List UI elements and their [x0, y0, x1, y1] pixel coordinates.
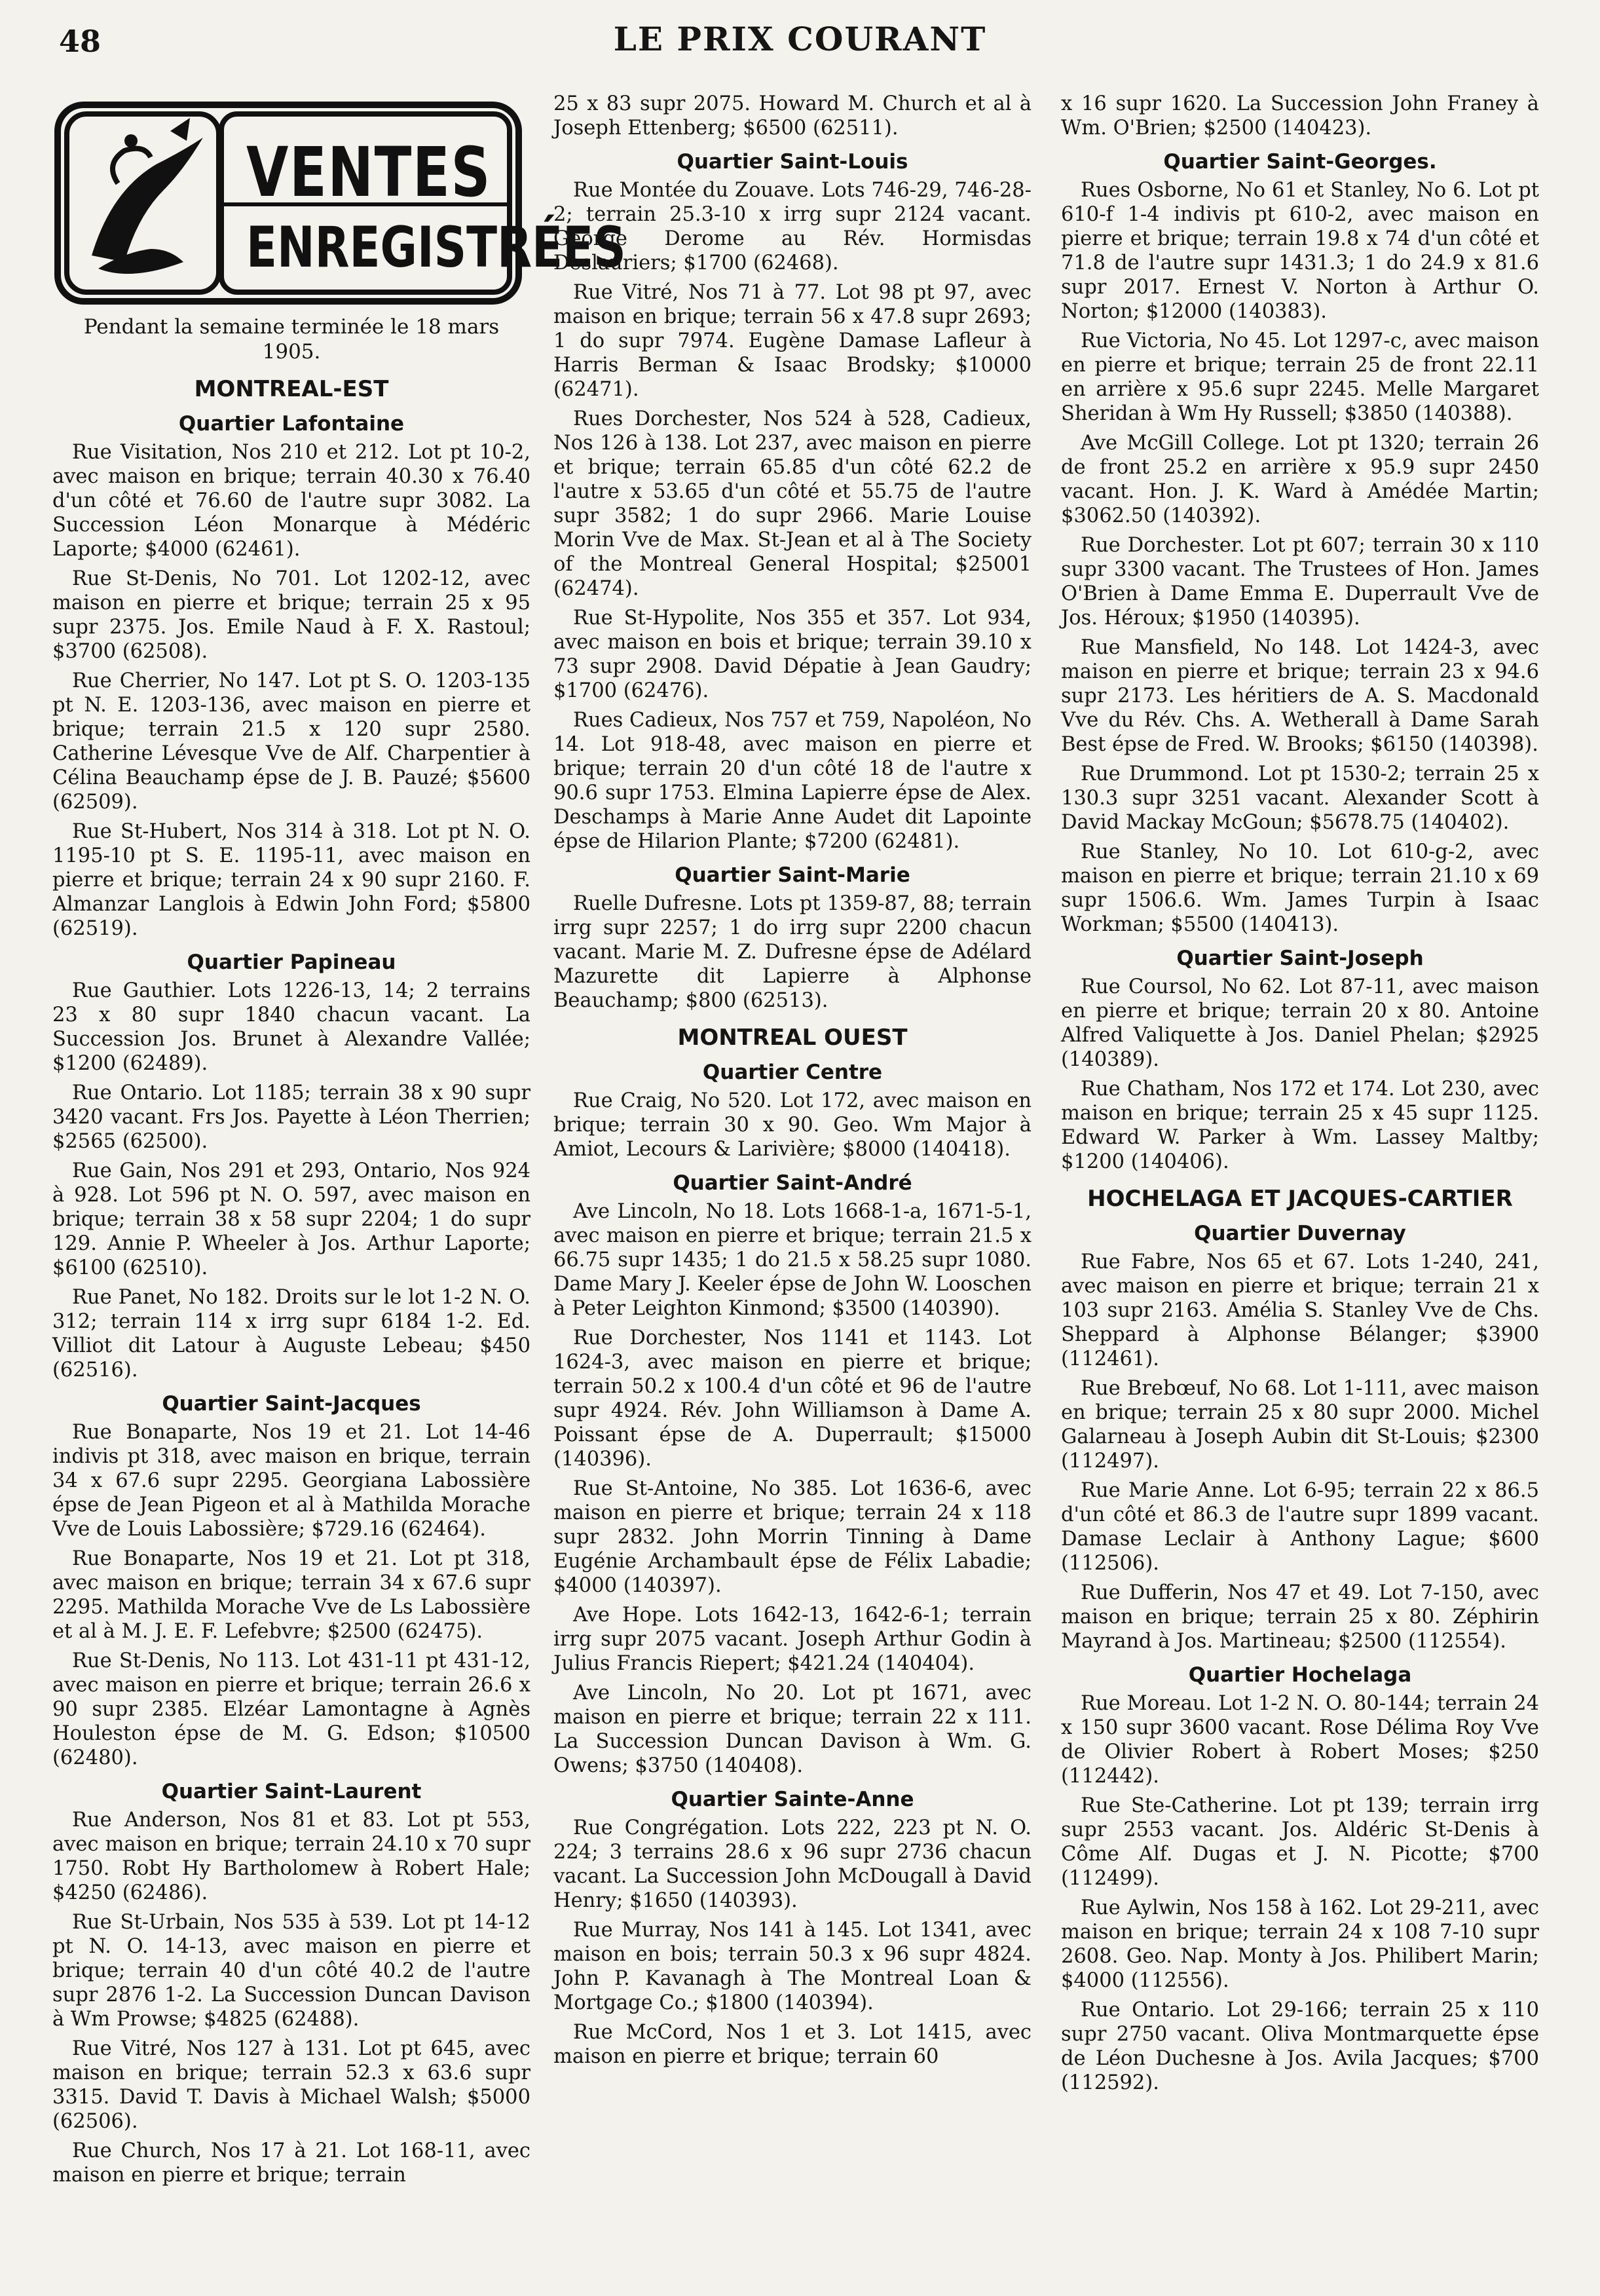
sale-entry: Rues Cadieux, Nos 757 et 759, Napoléon, No 14. Lot 918-48, avec maison en pierre et brique; terrain 20 d'un côté 18 de l'autre x 90.6 supr 1753. Elmina Lapierre épse de Alex. Deschamps à Marie Anne Audet dit Lapointe épse de Hilarion Plante; $7200 (62481).	[553, 709, 1032, 853]
quarter-heading: Quartier Hochelaga	[1188, 1663, 1412, 1687]
sale-entry: Rue Ontario. Lot 1185; terrain 38 x 90 supr 3420 vacant. Frs Jos. Payette à Léon Therrien; $2565 (62500).	[52, 1082, 530, 1153]
sale-entry: Rues Dorchester, Nos 524 à 528, Cadieux, Nos 126 à 138. Lot 237, avec maison en pierre et brique; terrain 65.85 d'un côté 62.2 de l'autre x 53.65 d'un côté et 55.75 de l'autre supr 3582; 1 do supr 2966. Marie Louise Morin Vve de Max. St-Jean et al à The Society of the Montreal General Hospital; $25001 (62474).	[553, 407, 1032, 600]
district-heading: MONTREAL OUEST	[677, 1025, 908, 1051]
sale-entry: Rue Coursol, No 62. Lot 87-11, avec maison en pierre et brique; terrain 20 x 80. Antoine Alfred Valiquette à Jos. Daniel Phelan; $2925 (140389).	[1061, 975, 1539, 1071]
quarter-heading: Quartier Centre	[702, 1061, 883, 1084]
sale-entry: Rue St-Hypolite, Nos 355 et 357. Lot 934, avec maison en bois et brique; terrain 39.10 x 73 supr 2908. David Dépatie à Jean Gaudry; $1700 (62476).	[553, 607, 1032, 702]
sale-entry: Rue St-Denis, No 113. Lot 431-11 pt 431-12, avec maison en pierre et brique; terrain 26.6 x 90 supr 2385. Elzéar Lamontagne à Agnès Houleston épse de M. G. Edson; $10500 (62480).	[52, 1649, 530, 1769]
quarter-heading: Quartier Saint-André	[673, 1171, 912, 1195]
sale-entry: Rue Brebœuf, No 68. Lot 1-111, avec maison en brique; terrain 25 x 80 supr 2000. Michel Galarneau à Joseph Aubin dit St-Louis; $2300 (112497).	[1061, 1377, 1539, 1473]
sale-entry: Rue St-Hubert, Nos 314 à 318. Lot pt N. O. 1195-10 pt S. E. 1195-11, avec maison en pierre et brique; terrain 24 x 90 supr 2160. F. Almanzar Langlois à Edwin John Ford; $5800 (62519).	[52, 820, 530, 940]
sale-entry: Rue Bonaparte, Nos 19 et 21. Lot pt 318, avec maison en brique; terrain 34 x 67.6 supr 2295. Mathilda Morache Vve de Ls Labossière et al à M. J. E. F. Lefebvre; $2500 (62475).	[52, 1547, 530, 1643]
logo-word-ventes: VENTES	[246, 132, 491, 212]
sale-entry: Rue Chatham, Nos 172 et 174. Lot 230, avec maison en brique; terrain 25 x 45 supr 1125. Edward W. Parker à Wm. Lassey Maltby; $1200 (140406).	[1061, 1078, 1539, 1173]
sale-entry: Rue Dorchester, Nos 1141 et 1143. Lot 1624-3, avec maison en pierre et brique; terrain 50.2 x 100.4 d'un côté et 96 de l'autre supr 4924. Rév. John Williamson à Dame A. Poissant épse de A. Duperrault; $15000 (140396).	[553, 1327, 1032, 1471]
sale-entry: Rue Visitation, Nos 210 et 212. Lot pt 10-2, avec maison en brique; terrain 40.30 x 76.40 d'un côté et 76.60 de l'autre supr 3082. La Succession Léon Monarque à Médéric Laporte; $4000 (62461).	[52, 441, 530, 561]
sale-entry: Rue Ste-Catherine. Lot pt 139; terrain irrg supr 2553 vacant. Jos. Aldéric St-Denis à Côme Alf. Dugas et J. N. Picotte; $700 (112499).	[1061, 1794, 1539, 1890]
sale-entry: Ave Hope. Lots 1642-13, 1642-6-1; terrain irrg supr 2075 vacant. Joseph Arthur Godin à Julius Francis Riepert; $421.24 (140404).	[553, 1604, 1032, 1675]
sale-entry: Rue Drummond. Lot pt 1530-2; terrain 25 x 130.3 supr 3251 vacant. Alexander Scott à David Mackay McGoun; $5678.75 (140402).	[1061, 762, 1539, 834]
quarter-heading: Quartier Saint-Joseph	[1176, 947, 1424, 970]
sale-entry: Rue Panet, No 182. Droits sur le lot 1-2 N. O. 312; terrain 114 x irrg supr 6184 1-2. Ed. Villiot dit Latour à Auguste Lebeau; $450 (62516).	[52, 1286, 530, 1382]
sale-entry: Ave McGill College. Lot pt 1320; terrain 26 de front 25.2 en arrière x 95.9 supr 2450 vacant. Hon. J. K. Ward à Amédée Martin; $3062.50 (140392).	[1061, 432, 1539, 527]
quill-scroll-icon	[92, 118, 203, 274]
logo-word-enregistrees: ENREGISTRÉES	[246, 215, 626, 280]
quarter-heading: Quartier Lafontaine	[178, 412, 405, 436]
district-heading: HOCHELAGA ET JACQUES-CARTIER	[1087, 1186, 1513, 1212]
sale-entry: Rue St-Antoine, No 385. Lot 1636-6, avec maison en pierre et brique; terrain 24 x 118 supr 2832. John Morrin Tinning à Dame Eugénie Archambault épse de Félix Labadie; $4000 (140397).	[553, 1477, 1032, 1597]
sale-entry: Rue Church, Nos 17 à 21. Lot 168-11, avec maison en pierre et brique; terrain	[52, 2139, 530, 2187]
running-title: LE PRIX COURANT	[613, 20, 987, 58]
sale-entry: Rue Bonaparte, Nos 19 et 21. Lot 14-46 indivis pt 318, avec maison en brique, terrain 34 x 67.6 supr 2295. Georgiana Labossière épse de Jean Pigeon et al à Mathilda Morache Vve de Louis Labossière; $729.16 (62464).	[52, 1421, 530, 1541]
sale-entry: Rue Vitré, Nos 127 à 131. Lot pt 645, avec maison en brique; terrain 52.3 x 63.6 supr 3315. David T. Davis à Michael Walsh; $5000 (62506).	[52, 2037, 530, 2133]
sale-entry: Rue Vitré, Nos 71 à 77. Lot 98 pt 97, avec maison en brique; terrain 56 x 47.8 supr 2693; 1 do supr 7974. Eugène Damase Lafleur à Harris Berman & Isaac Brodsky; $10000 (62471).	[553, 281, 1032, 401]
quarter-heading: Quartier Saint-Louis	[677, 150, 908, 174]
sale-entry: Rue Murray, Nos 141 à 145. Lot 1341, avec maison en bois; terrain 50.3 x 96 supr 4824. John P. Kavanagh à The Montreal Loan & Mortgage Co.; $1800 (140394).	[553, 1919, 1032, 2014]
sale-entry: Rue Aylwin, Nos 158 à 162. Lot 29-211, avec maison en brique; terrain 24 x 108 7-10 supr 2608. Geo. Nap. Monty à Jos. Philibert Marin; $4000 (112556).	[1061, 1896, 1539, 1992]
sale-entry: Rue Craig, No 520. Lot 172, avec maison en brique; terrain 30 x 90. Geo. Wm Major à Amiot, Lecours & Larivière; $8000 (140418).	[553, 1089, 1032, 1161]
sale-entry: Rue Marie Anne. Lot 6-95; terrain 22 x 86.5 d'un côté et 86.3 de l'autre supr 1899 vacant. Damase Leclair à Anthony Lague; $600 (112506).	[1061, 1479, 1539, 1575]
sale-entry: Rue Cherrier, No 147. Lot pt S. O. 1203-135 pt N. E. 1203-136, avec maison en pierre et brique; terrain 21.5 x 120 supr 2580. Catherine Lévesque Vve de Alf. Charpentier à Célina Beauchamp épse de J. B. Pauzé; $5600 (62509).	[52, 669, 530, 814]
sale-entry-continued: x 16 supr 1620. La Succession John Franey à Wm. O'Brien; $2500 (140423).	[1061, 92, 1539, 140]
sale-entry-continued: 25 x 83 supr 2075. Howard M. Church et al à Joseph Ettenberg; $6500 (62511).	[553, 92, 1032, 140]
sale-entry: Rue Dorchester. Lot pt 607; terrain 30 x 110 supr 3300 vacant. The Trustees of Hon. James O'Brien à Dame Emma E. Duperrault Vve de Jos. Héroux; $1950 (140395).	[1061, 534, 1539, 630]
sale-entry: Rue Montée du Zouave. Lots 746-29, 746-28-2; terrain 25.3-10 x irrg supr 2124 vacant. George Derome au Rév. Hormisdas Deslauriers; $1700 (62468).	[553, 179, 1032, 274]
sale-entry: Rue Fabre, Nos 65 et 67. Lots 1-240, 241, avec maison en pierre et brique; terrain 21 x 103 supr 2163. Amélia S. Stanley Vve de Chs. Sheppard à Alphonse Bélanger; $3900 (112461).	[1061, 1251, 1539, 1370]
sale-entry: Rue Moreau. Lot 1-2 N. O. 80-144; terrain 24 x 150 supr 3600 vacant. Rose Délima Roy Vve de Olivier Robert à Robert Moses; $250 (112442).	[1061, 1692, 1539, 1788]
quarter-heading: Quartier Saint-Laurent	[161, 1780, 422, 1803]
column-1	[52, 92, 626, 2273]
sale-entry: Rue Gauthier. Lots 1226-13, 14; 2 terrains 23 x 80 supr 1840 chacun vacant. La Succession Jos. Brunet à Alexandre Vallée; $1200 (62489).	[52, 979, 530, 1075]
sale-entry: Rue St-Denis, No 701. Lot 1202-12, avec maison en pierre et brique; terrain 25 x 95 supr 2375. Jos. Emile Naud à F. X. Rastoul; $3700 (62508).	[52, 567, 530, 663]
sale-entry: Rue St-Urbain, Nos 535 à 539. Lot pt 14-12 pt N. O. 14-13, avec maison en pierre et brique; terrain 40 d'un côté 40.2 de l'autre supr 2876 1-2. La Succession Duncan Davison à Wm Prowse; $4825 (62488).	[52, 1911, 530, 2031]
sale-entry: Rue Ontario. Lot 29-166; terrain 25 x 110 supr 2750 vacant. Oliva Montmarquette épse de Léon Duchesne à Jos. Avila Jacques; $700 (112592).	[1061, 1999, 1539, 2094]
sale-entry: Rues Osborne, No 61 et Stanley, No 6. Lot pt 610-f 1-4 indivis pt 610-2, avec maison en pierre et brique; terrain 19.8 x 74 d'un côté et 71.8 de l'autre supr 1431.3; 1 do 24.9 x 81.6 supr 2017. Ernest V. Norton à Arthur O. Norton; $12000 (140383).	[1061, 179, 1539, 323]
sale-entry: Rue Anderson, Nos 81 et 83. Lot pt 553, avec maison en brique; terrain 24.10 x 70 supr 1750. Robt Hy Bartholomew à Robert Hale; $4250 (62486).	[52, 1809, 530, 1904]
sale-entry: Rue McCord, Nos 1 et 3. Lot 1415, avec maison en pierre et brique; terrain 60	[553, 2021, 1032, 2068]
sale-entry: Rue Congrégation. Lots 222, 223 pt N. O. 224; 3 terrains 28.6 x 96 supr 2736 chacun vacant. La Succession John McDougall à David Henry; $1650 (140393).	[553, 1816, 1032, 1912]
sale-entry: Ave Lincoln, No 18. Lots 1668-1-a, 1671-5-1, avec maison en pierre et brique; terrain 21.5 x 66.75 supr 1435; 1 do 21.5 x 58.25 supr 1080. Dame Mary J. Keeler épse de John W. Looschen à Peter Leighton Kinmond; $3500 (140390).	[553, 1200, 1032, 1320]
sale-entry: Rue Mansfield, No 148. Lot 1424-3, avec maison en pierre et brique; terrain 23 x 94.6 supr 2173. Les héritiers de A. S. Macdonald Vve du Rév. Chs. A. Wetherall à Dame Sarah Best épse de Fred. W. Brooks; $6150 (140398).	[1061, 636, 1539, 756]
sale-entry: Rue Gain, Nos 291 et 293, Ontario, Nos 924 à 928. Lot 596 pt N. O. 597, avec maison en brique; terrain 38 x 58 supr 2204; 1 do supr 129. Annie P. Wheeler à Jos. Arthur Laporte; $6100 (62510).	[52, 1159, 530, 1279]
quarter-heading: Quartier Saint-Marie	[675, 863, 910, 887]
quarter-heading: Quartier Saint-Georges.	[1163, 150, 1437, 174]
district-heading: MONTREAL-EST	[194, 376, 389, 402]
quarter-heading: Quartier Papineau	[187, 950, 396, 974]
quarter-heading: Quartier Duvernay	[1194, 1222, 1406, 1245]
column-2	[553, 92, 1032, 2273]
sale-entry: Rue Victoria, No 45. Lot 1297-c, avec maison en pierre et brique; terrain 25 de front 22.11 en arrière x 95.6 supr 2245. Melle Margaret Sheridan à Wm Hy Russell; $3850 (140388).	[1061, 329, 1539, 425]
quarter-heading: Quartier Saint-Jacques	[162, 1392, 421, 1416]
sale-entry: Rue Dufferin, Nos 47 et 49. Lot 7-150, avec maison en brique; terrain 25 x 80. Zéphirin Mayrand à Jos. Martineau; $2500 (112554).	[1061, 1581, 1539, 1653]
sale-entry: Ave Lincoln, No 20. Lot pt 1671, avec maison en pierre et brique; terrain 22 x 111. La Succession Duncan Davison à Wm. G. Owens; $3750 (140408).	[553, 1682, 1032, 1777]
intro-line: Pendant la semaine terminée le 18 mars 1905.	[83, 315, 500, 364]
ventes-enregistrees-logo	[52, 92, 626, 308]
sale-entry: Ruelle Dufresne. Lots pt 1359-87, 88; terrain irrg supr 2257; 1 do irrg supr 2200 chacun vacant. Marie M. Z. Dufresne épse de Adélard Mazurette dit Lapierre à Alphonse Beauchamp; $800 (62513).	[553, 892, 1032, 1012]
column-3	[1061, 92, 1539, 2273]
sale-entry: Rue Stanley, No 10. Lot 610-g-2, avec maison en pierre et brique; terrain 21.10 x 69 supr 1506.6. Wm. James Turpin à Isaac Workman; $5500 (140413).	[1061, 840, 1539, 936]
quarter-heading: Quartier Sainte-Anne	[671, 1788, 914, 1811]
page-number: 48	[59, 24, 102, 59]
